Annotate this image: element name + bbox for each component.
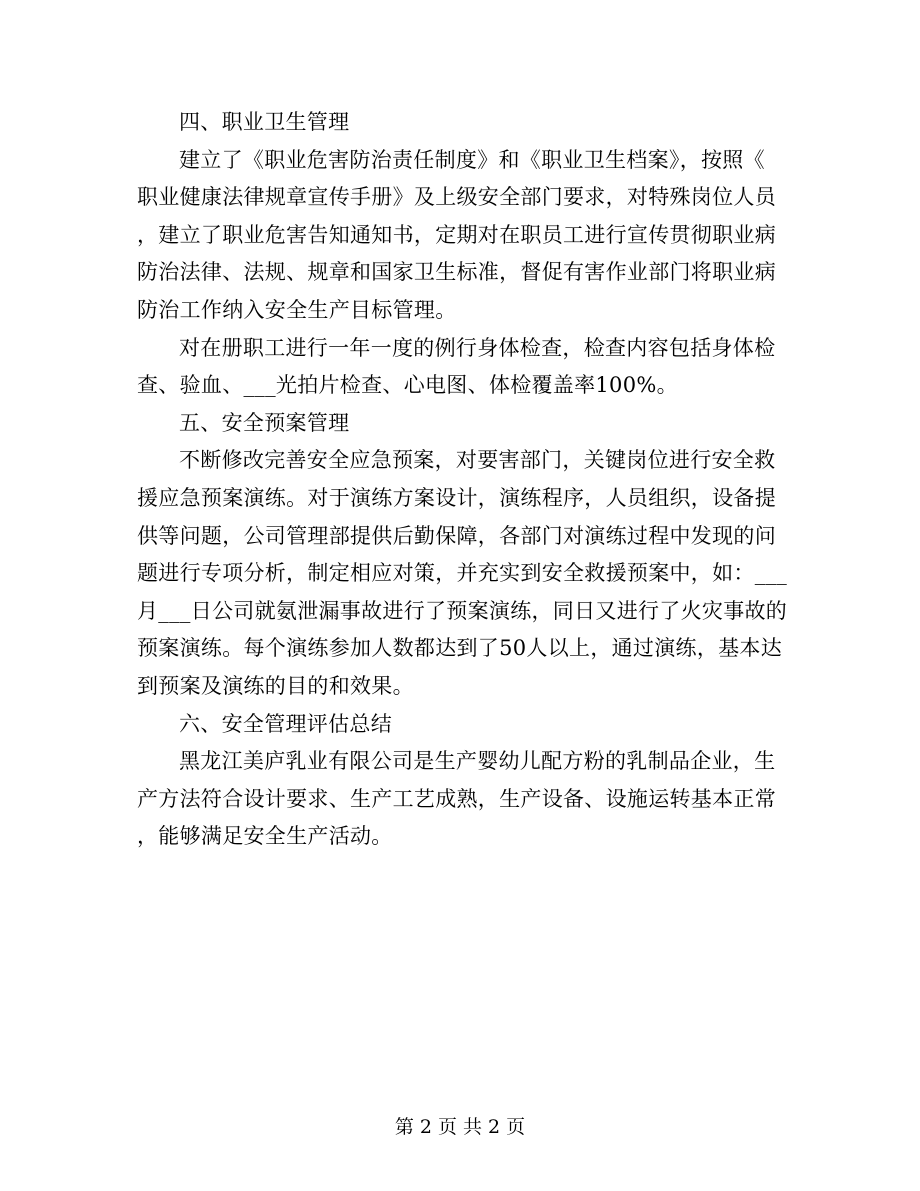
text-line: 查、验血、___光拍片检查、心电图、体检覆盖率100%。: [137, 373, 678, 398]
paragraph-occupational-health-system: [137, 142, 785, 330]
text-line: 防治法律、法规、规章和国家卫生标准，督促有害作业部门将职业病: [137, 260, 776, 285]
text-line: 防治工作纳入安全生产目标管理。: [137, 297, 457, 322]
text-line: 产方法符合设计要求、生产工艺成熟，生产设备、设施运转基本正常: [137, 786, 776, 811]
text-line: 黑龙江美庐乳业有限公司是生产婴幼儿配方粉的乳制品企业，生: [179, 749, 776, 774]
section-heading-safety-assessment: 六、安全管理评估总结: [179, 711, 392, 736]
section-heading-occupational-health: 四、职业卫生管理: [179, 110, 350, 134]
text-line: 不断修改完善安全应急预案，对要害部门，关键岗位进行安全救: [179, 448, 776, 473]
text-line: 预案演练。每个演练参加人数都达到了50人以上，通过演练，基本达: [137, 636, 783, 661]
paragraph-company-summary: [137, 743, 785, 856]
section-heading-emergency-plan: 五、安全预案管理: [179, 410, 350, 435]
text-line: 供等问题，公司管理部提供后勤保障，各部门对演练过程中发现的问: [137, 523, 776, 548]
page-number-footer: 第 2 页 共 2 页: [394, 1116, 526, 1138]
paragraph-emergency-drill: [137, 442, 788, 705]
text-line: 援应急预案演练。对于演练方案设计，演练程序，人员组织，设备提: [137, 485, 776, 510]
text-line: 到预案及演练的目的和效果。: [137, 673, 414, 698]
text-line: 职业健康法律规章宣传手册》及上级安全部门要求，对特殊岗位人员: [137, 185, 776, 210]
paragraph-physical-examination: [137, 330, 785, 405]
text-line: 月___日公司就氨泄漏事故进行了预案演练，同日又进行了火灾事故的: [137, 598, 788, 623]
text-line: ，能够满足安全生产活动。: [137, 824, 393, 849]
text-line: 建立了《职业危害防治责任制度》和《职业卫生档案》，按照《: [179, 147, 765, 172]
document-body: [137, 104, 788, 856]
text-line: 对在册职工进行一年一度的例行身体检查，检查内容包括身体检: [179, 335, 776, 360]
text-line: 题进行专项分析，制定相应对策，并充实到安全救援预案中，如：___: [137, 561, 788, 586]
text-line: ，建立了职业危害告知通知书，定期对在职员工进行宣传贯彻职业病: [137, 222, 776, 247]
